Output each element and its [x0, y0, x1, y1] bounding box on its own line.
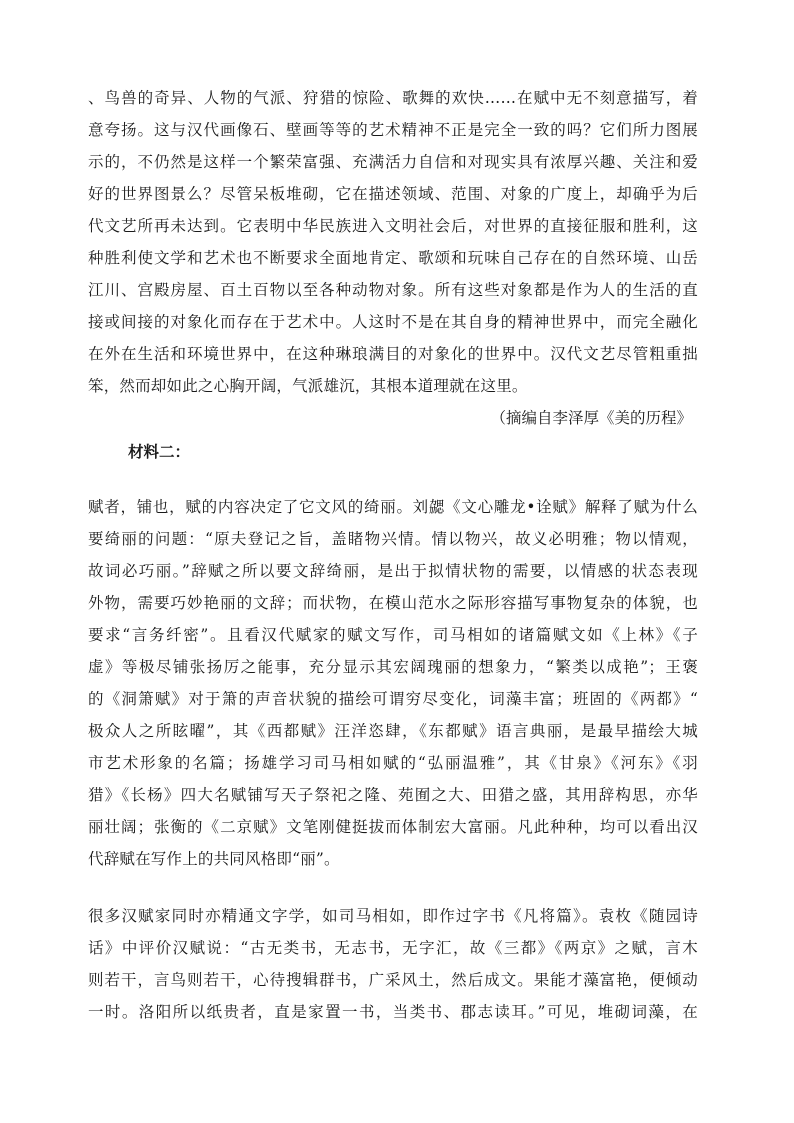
- text-line: 话》中评价汉赋说：“古无类书，无志书，无字汇，故《三都》《两京》之赋，言木: [88, 939, 698, 957]
- text-line: 丽壮阔；张衡的《二京赋》文笔刚健挺拔而体制宏大富丽。凡此种种，均可以看出汉: [88, 818, 698, 836]
- text-line: 笨，然而却如此之心胸开阔，气派雄沉，其根本道理就在这里。: [88, 377, 528, 395]
- text-line: 故词必巧丽。”辞赋之所以要文辞绮丽，是出于拟情状物的需要，以情感的状态表现: [88, 562, 698, 580]
- paragraph-material-one: [88, 82, 698, 402]
- text-line: 代辞赋在写作上的共同风格即“丽”。: [88, 850, 340, 868]
- text-line: 一时。洛阳所以纸贵者，直是家置一书，当类书、郡志读耳。”可见，堆砌词藻，在: [88, 1003, 698, 1021]
- section-heading: 材料二：: [128, 442, 191, 461]
- text-line: 外物，需要巧妙艳丽的文辞；而状物，在模山范水之际形容描写事物复杂的体貌，也: [88, 594, 698, 612]
- text-line: 要求“言务纤密”。且看汉代赋家的赋文写作，司马相如的诸篇赋文如《上林》《子: [88, 626, 698, 644]
- paragraph-material-three: [88, 900, 698, 1028]
- paragraph-material-two: [88, 491, 698, 875]
- text-line: 虚》等极尽铺张扬厉之能事，充分显示其宏阔瑰丽的想象力，“繁类以成艳”；王褒: [88, 658, 698, 676]
- text-line: 的《洞箫赋》对于箫的声音状貌的描绘可谓穷尽变化，词藻丰富；班固的《两都》“: [88, 690, 698, 708]
- text-line: 意夸扬。这与汉代画像石、壁画等等的艺术精神不正是完全一致的吗？它们所力图展: [88, 121, 698, 139]
- text-line: 市艺术形象的名篇；扬雄学习司马相如赋的“弘丽温雅”，其《甘泉》《河东》《羽: [88, 754, 698, 772]
- source-citation: （摘编自李泽厚《美的历程》: [490, 409, 692, 427]
- text-line: 极众人之所眩曜”，其《西都赋》汪洋恣肆，《东都赋》语言典丽，是最早描绘大城: [88, 722, 698, 740]
- text-line: 示的，不仍然是这样一个繁荣富强、充满活力自信和对现实具有浓厚兴趣、关注和爱: [88, 153, 698, 171]
- text-line: 要绮丽的问题：“原夫登记之旨，盖睹物兴情。情以物兴，故义必明雅；物以情观，: [88, 530, 698, 548]
- text-line: 赋者，铺也，赋的内容决定了它文风的绮丽。刘勰《文心雕龙•诠赋》解释了赋为什么: [88, 498, 698, 516]
- text-line: 猎》《长杨》四大名赋铺写天子祭祀之隆、苑囿之大、田猎之盛，其用辞构思，亦华: [88, 786, 698, 804]
- text-line: 在外在生活和环境世界中，在这种琳琅满目的对象化的世界中。汉代文艺尽管粗重拙: [88, 345, 698, 363]
- text-line: 代文艺所再未达到。它表明中华民族进入文明社会后，对世界的直接征服和胜利，这: [88, 217, 698, 235]
- text-line: 、鸟兽的奇异、人物的气派、狩猎的惊险、歌舞的欢快……在赋中无不刻意描写，着: [88, 89, 698, 107]
- text-line: 好的世界图景么？尽管呆板堆砌，它在描述领域、范围、对象的广度上，却确乎为后: [88, 185, 698, 203]
- text-line: 很多汉赋家同时亦精通文字学，如司马相如，即作过字书《凡将篇》。袁枚《随园诗: [88, 907, 698, 925]
- text-line: 则若干，言鸟则若干，心待搜辑群书，广采风土，然后成文。果能才藻富艳，便倾动: [88, 971, 698, 989]
- text-line: 种胜利使文学和艺术也不断要求全面地肯定、歌颂和玩味自己存在的自然环境、山岳: [88, 249, 698, 267]
- text-line: 接或间接的对象化而存在于艺术中。人这时不是在其自身的精神世界中，而完全融化: [88, 313, 698, 331]
- text-line: 江川、宫殿房屋、百土百物以至各种动物对象。所有这些对象都是作为人的生活的直: [88, 281, 698, 299]
